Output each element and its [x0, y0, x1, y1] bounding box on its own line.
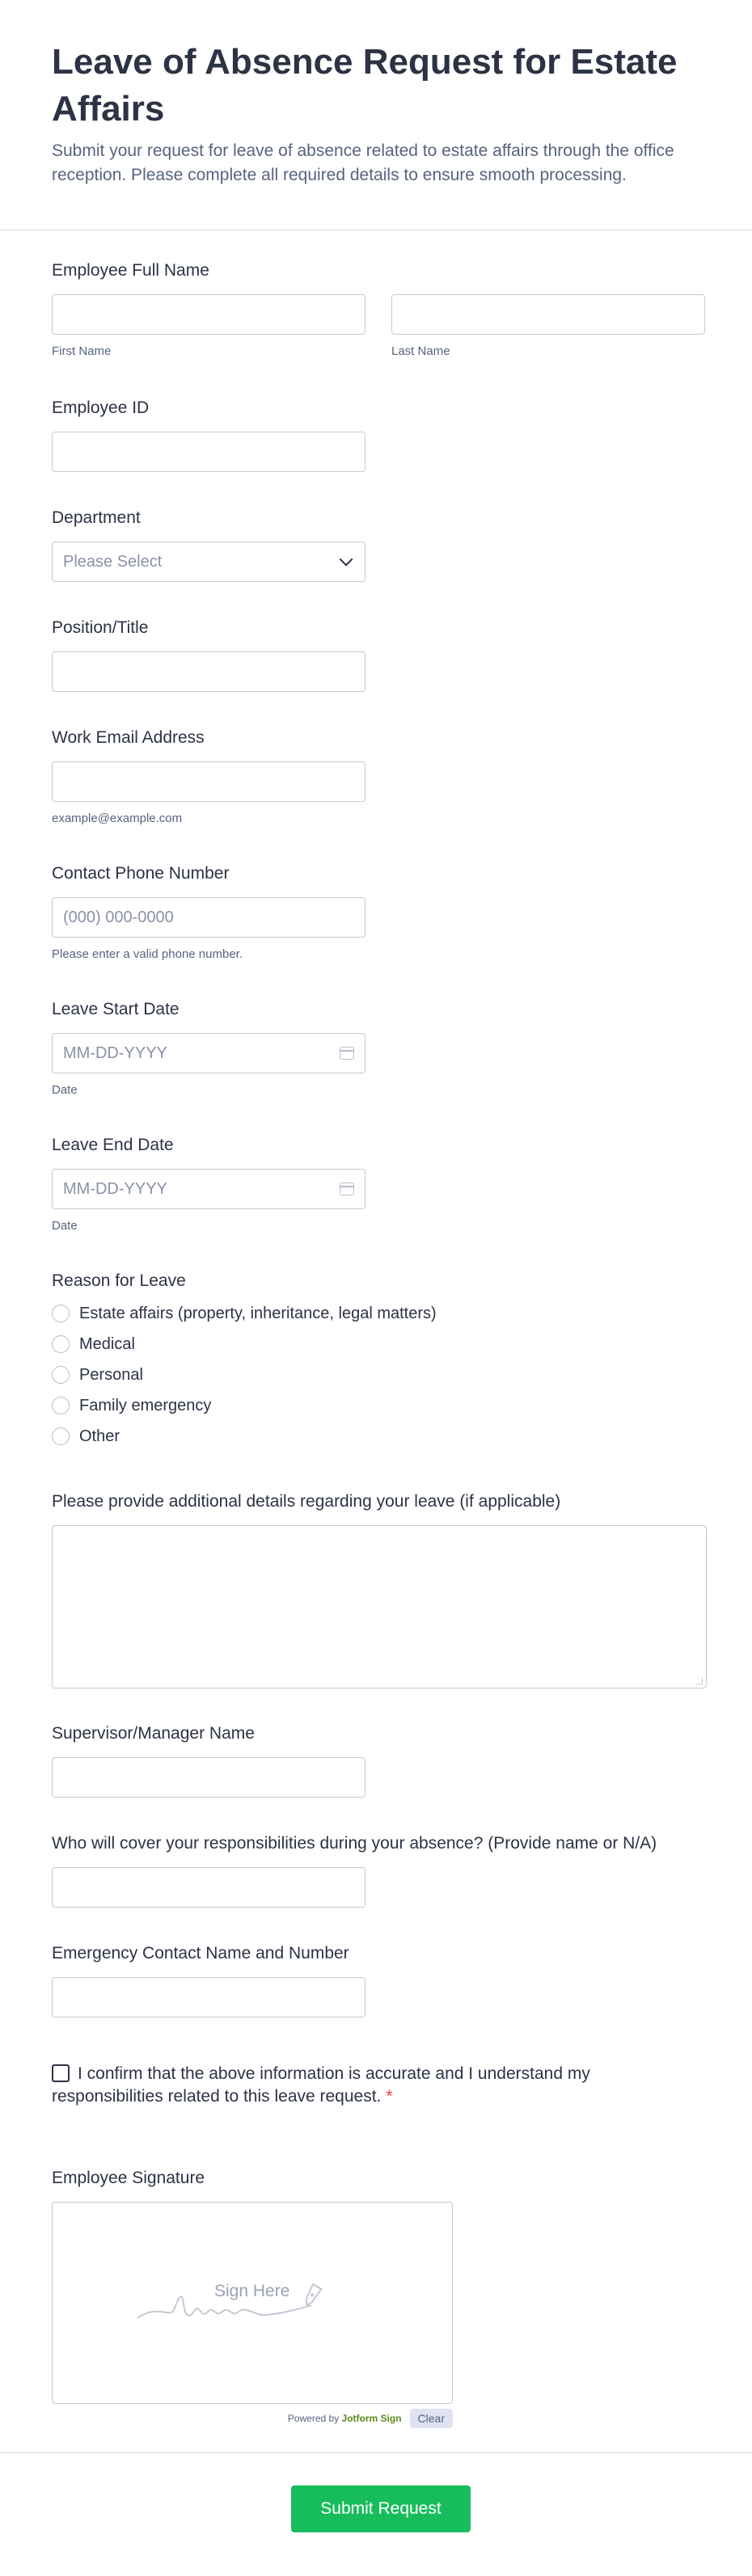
first-name-input[interactable]: [52, 294, 365, 335]
radio-button[interactable]: [52, 1305, 70, 1322]
reason-option-estate[interactable]: [52, 1298, 437, 1329]
form-header: [0, 0, 752, 230]
signature-placeholder: Sign Here: [214, 2282, 290, 2300]
email-sublabel: example@example.com: [52, 812, 183, 825]
jotform-sign-link[interactable]: Jotform Sign: [341, 2413, 402, 2424]
phone-sublabel: Please enter a valid phone number.: [52, 947, 243, 961]
phone-label: Contact Phone Number: [52, 864, 230, 883]
reason-option-personal[interactable]: [52, 1360, 437, 1390]
reason-option-label: Medical: [79, 1334, 135, 1353]
department-placeholder: Please Select: [63, 552, 163, 571]
radio-button[interactable]: [52, 1397, 70, 1414]
form-subtitle: Submit your request for leave of absence related to estate affairs through the office reception. Please complete all required details to ensure smooth processing.: [52, 141, 674, 184]
form-title: Leave of Absence Request for Estate Affairs: [52, 42, 678, 129]
supervisor-label: Supervisor/Manager Name: [52, 1724, 255, 1743]
email-label: Work Email Address: [52, 728, 205, 747]
end-date-input[interactable]: [52, 1169, 365, 1209]
chevron-down-icon: [340, 553, 353, 567]
reason-label: Reason for Leave: [52, 1271, 186, 1290]
coverage-field: [52, 1833, 657, 1908]
reason-option-family[interactable]: [52, 1390, 437, 1421]
employee-id-label: Employee ID: [52, 398, 150, 417]
position-label: Position/Title: [52, 618, 149, 637]
submit-button[interactable]: Submit Request: [291, 2485, 471, 2532]
department-select[interactable]: [52, 542, 365, 582]
reason-option-label: Family emergency: [79, 1396, 212, 1414]
consent-checkbox[interactable]: [52, 2064, 70, 2082]
signature-field: [52, 2168, 453, 2428]
start-date-placeholder: MM-DD-YYYY: [63, 1043, 167, 1062]
consent-text: I confirm that the above information is accurate and I understand my responsibilities related to this leave request.: [52, 2064, 590, 2106]
powered-by-text: [288, 2413, 402, 2424]
signature-label: Employee Signature: [52, 2169, 205, 2187]
reason-option-label: Estate affairs (property, inheritance, legal matters): [79, 1304, 437, 1322]
phone-placeholder: (000) 000-0000: [63, 908, 174, 926]
reason-option-label: Personal: [79, 1365, 143, 1384]
full-name-field: [52, 260, 705, 358]
powered-by-prefix: Powered by: [287, 2413, 340, 2424]
required-mark: *: [386, 2087, 393, 2106]
position-input[interactable]: [52, 651, 365, 692]
radio-button[interactable]: [52, 1427, 70, 1445]
consent-field: [52, 2063, 618, 2108]
supervisor-field: [52, 1723, 365, 1798]
start-date-sublabel: Date: [52, 1083, 78, 1097]
details-textarea[interactable]: [52, 1525, 707, 1689]
end-date-sublabel: Date: [52, 1219, 78, 1233]
department-field: [52, 508, 365, 582]
calendar-icon[interactable]: [340, 1047, 354, 1060]
employee-id-input[interactable]: [52, 432, 365, 472]
end-date-placeholder: MM-DD-YYYY: [63, 1179, 167, 1198]
emergency-field: [52, 1943, 365, 2017]
signature-scribble-icon: [133, 2279, 368, 2328]
supervisor-input[interactable]: [52, 1757, 365, 1798]
employee-id-field: [52, 398, 365, 472]
signature-pad[interactable]: [52, 2202, 453, 2404]
phone-field: [52, 863, 365, 961]
clear-signature-button[interactable]: Clear: [410, 2409, 453, 2428]
position-field: [52, 618, 365, 692]
reason-option-medical[interactable]: [52, 1329, 437, 1360]
details-field: [52, 1491, 707, 1689]
radio-button[interactable]: [52, 1335, 70, 1353]
reason-options: [52, 1298, 437, 1452]
start-date-label: Leave Start Date: [52, 1000, 180, 1018]
reason-option-label: Other: [79, 1427, 120, 1445]
reason-option-other[interactable]: [52, 1421, 437, 1452]
radio-button[interactable]: [52, 1366, 70, 1384]
coverage-label: Who will cover your responsibilities during your absence? (Provide name or N/A): [52, 1834, 657, 1853]
full-name-label: Employee Full Name: [52, 261, 209, 280]
end-date-field: [52, 1135, 365, 1233]
phone-input[interactable]: [52, 897, 365, 938]
footer-divider: [0, 2452, 752, 2453]
details-label: Please provide additional details regarding your leave (if applicable): [52, 1492, 561, 1511]
resize-handle-icon[interactable]: [695, 1677, 703, 1684]
email-input[interactable]: [52, 761, 365, 802]
coverage-input[interactable]: [52, 1867, 365, 1908]
end-date-label: Leave End Date: [52, 1136, 174, 1154]
start-date-field: [52, 999, 365, 1097]
reason-field: [52, 1271, 437, 1452]
emergency-input[interactable]: [52, 1977, 365, 2017]
emergency-label: Emergency Contact Name and Number: [52, 1944, 349, 1963]
department-label: Department: [52, 508, 141, 527]
first-name-sublabel: First Name: [52, 344, 112, 358]
last-name-input[interactable]: [391, 294, 705, 335]
last-name-sublabel: Last Name: [391, 344, 450, 358]
email-field: [52, 727, 365, 825]
calendar-icon[interactable]: [340, 1183, 354, 1195]
start-date-input[interactable]: [52, 1033, 365, 1073]
